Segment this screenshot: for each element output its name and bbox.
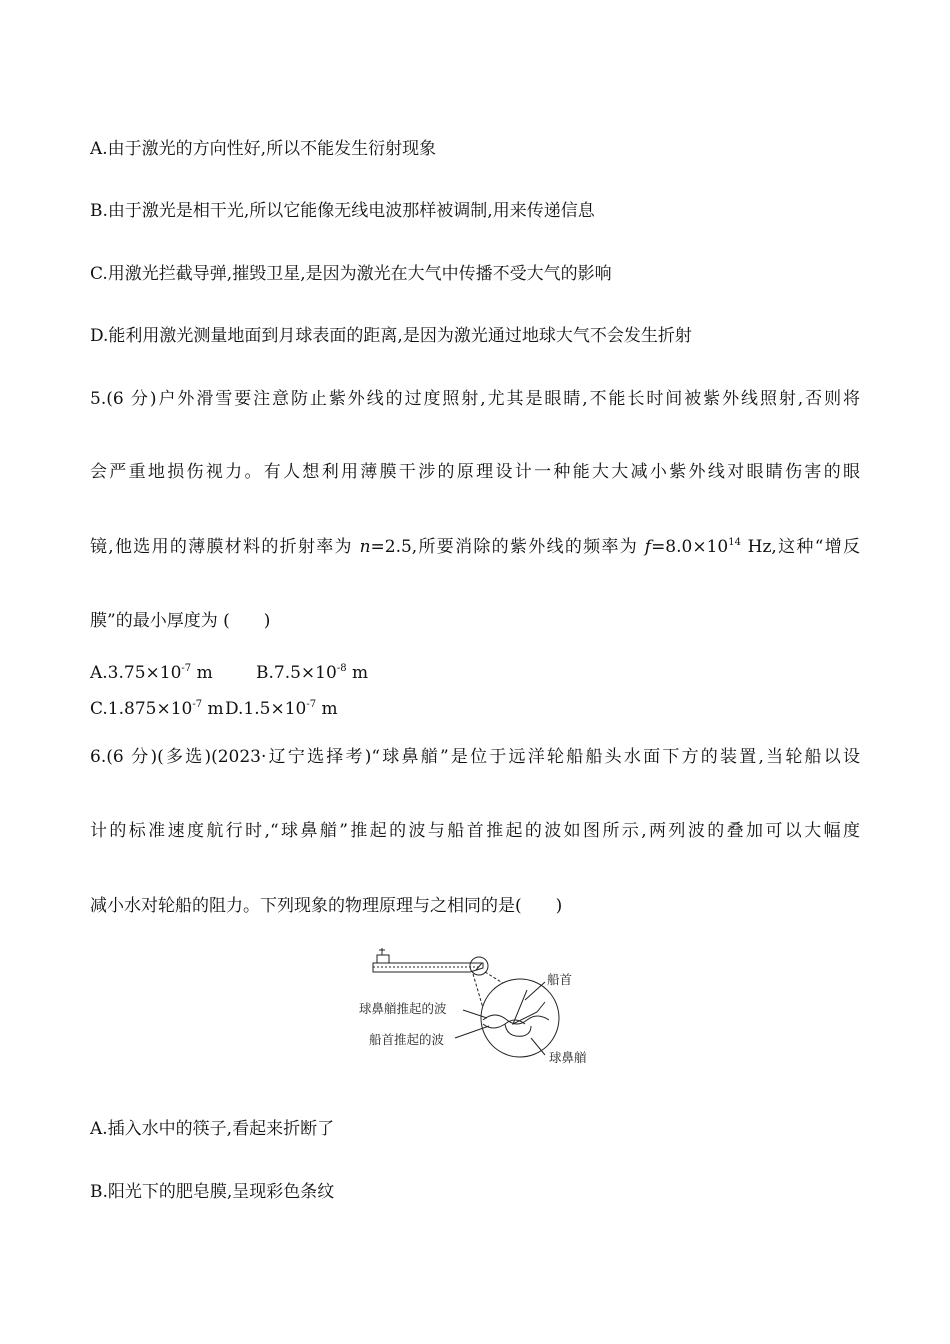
q4-option-a: A.由于激光的方向性好,所以不能发生衍射现象 — [90, 139, 437, 159]
q5-option-d-exp: -7 — [306, 699, 317, 710]
q5-stem-line3 — [90, 535, 860, 559]
label-bulb: 球鼻艏 — [549, 1050, 587, 1065]
label-bow-wave: 船首推起的波 — [369, 1032, 445, 1047]
q5-option-c — [90, 697, 225, 721]
q5-option-b-base: B.7.5×10 — [256, 663, 337, 683]
q4-option-d: D.能利用激光测量地面到月球表面的距离,是因为激光通过地球大气不会发生折射 — [90, 326, 692, 346]
q5-option-a-exp: -7 — [181, 663, 192, 674]
q5-n-value: =2.5,所要消除的紫外线的频率为 — [370, 537, 645, 557]
zoom-circle — [481, 979, 559, 1057]
bulbous-bow-figure — [355, 938, 600, 1070]
q5-option-c-unit: m — [202, 699, 224, 719]
q5-option-b-unit: m — [346, 663, 369, 683]
q6-stem-line2: 计的标准速度航行时,“球鼻艏”推起的波与船首推起的波如图所示,两列波的叠加可以大幅度 — [90, 821, 860, 841]
q5-option-a-base: A.3.75×10 — [90, 663, 182, 683]
q5-line3-text: 镜,他选用的薄膜材料的折射率为 — [90, 537, 360, 557]
q5-stem-line4: 膜”的最小厚度为 ( ) — [90, 611, 271, 631]
q5-option-b — [256, 661, 368, 685]
q4-option-c: C.用激光拦截导弹,摧毁卫星,是因为激光在大气中传播不受大气的影响 — [90, 264, 612, 284]
q5-option-c-exp: -7 — [192, 699, 203, 710]
q5-option-d-unit: m — [316, 699, 338, 719]
q5-stem-line1: 5.(6 分)户外滑雪要注意防止紫外线的过度照射,尤其是眼睛,不能长时间被紫外线照射,否则将 — [90, 389, 860, 409]
q5-f-value: =8.0×10 — [651, 537, 729, 557]
q5-option-c-base: C.1.875×10 — [90, 699, 193, 719]
q5-options-row2 — [90, 697, 860, 721]
label-bow: 船首 — [547, 972, 573, 987]
q4-option-b: B.由于激光是相干光,所以它能像无线电波那样被调制,用来传递信息 — [90, 201, 595, 221]
q5-f-variable: f — [644, 537, 652, 557]
q5-option-d-base: D.1.5×10 — [225, 699, 307, 719]
q5-option-a — [90, 661, 256, 685]
q5-stem-line2: 会严重地损伤视力。有人想利用薄膜干涉的原理设计一种能大大减小紫外线对眼睛伤害的眼 — [90, 462, 860, 482]
q5-options-row1 — [90, 661, 860, 685]
q6-option-a: A.插入水中的筷子,看起来折断了 — [90, 1119, 335, 1139]
ship-cabin — [377, 955, 389, 963]
q5-option-b-exp: -8 — [336, 663, 347, 674]
zoom-line-left — [473, 974, 483, 1008]
q5-option-d — [225, 697, 338, 721]
q5-n-variable: n — [359, 537, 371, 557]
q6-option-b: B.阳光下的肥皂膜,呈现彩色条纹 — [90, 1182, 335, 1202]
q5-line3-tail: Hz,这种“增反 — [740, 537, 861, 557]
q6-stem-line1: 6.(6 分)(多选)(2023·辽宁选择考)“球鼻艏”是位于远洋轮船船头水面下方的装置,当轮船以设 — [90, 747, 860, 767]
q5-f-exponent: 14 — [728, 537, 741, 548]
q5-option-a-unit: m — [191, 663, 213, 683]
label-bulb-wave: 球鼻艏推起的波 — [359, 1001, 447, 1016]
q6-stem-line3: 减小水对轮船的阻力。下列现象的物理原理与之相同的是( ) — [90, 896, 563, 916]
